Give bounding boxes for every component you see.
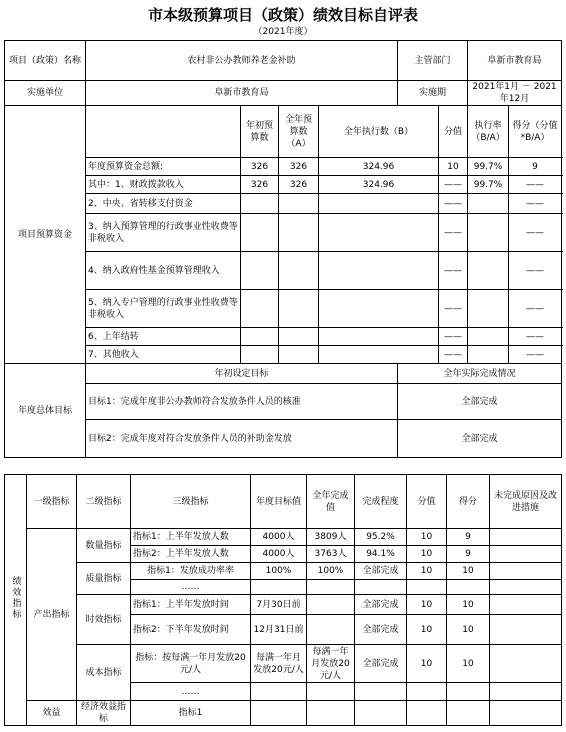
budget-header-blank: [86, 106, 241, 158]
budget-row-label: 其中：1、财政拨款收入: [86, 176, 241, 194]
level2-quality: 质量指标: [77, 563, 131, 595]
unit-label: 实施单位: [5, 81, 86, 106]
goals-set-header: 年初设定目标: [86, 364, 398, 384]
budget-row-label: 5、纳入专户管理的行政事业性收费等非税收入: [86, 290, 241, 328]
budget-cell: [241, 214, 279, 252]
indicator-ellipsis: ……: [131, 580, 251, 595]
perf-side-text: 绩效指标: [10, 576, 21, 620]
budget-cell: 326: [279, 158, 319, 176]
indicator-degree: [355, 683, 407, 701]
budget-cell: ——: [439, 328, 468, 346]
budget-cell: ——: [439, 290, 468, 328]
budget-cell: [279, 290, 319, 328]
indicator-got: 10: [447, 645, 490, 683]
indicator-degree: 全部完成: [355, 645, 407, 683]
table-row: [5, 645, 562, 683]
indicator-got: 10: [447, 563, 490, 580]
budget-cell: ——: [509, 290, 562, 328]
table-row: [5, 290, 562, 328]
budget-cell: ——: [439, 214, 468, 252]
table-row: [5, 252, 562, 290]
budget-cell: [468, 214, 509, 252]
page-title: 市本级预算项目（政策）绩效目标自评表: [147, 6, 418, 24]
indicator-target: [251, 683, 307, 701]
budget-cell: ——: [439, 176, 468, 194]
indicator-name: 指标1：发放成功率率: [131, 563, 251, 580]
indicator-reason: [490, 595, 562, 615]
budget-cell: [319, 290, 439, 328]
indicator-degree: 全部完成: [355, 563, 407, 580]
budget-section-label: 项目预算资金: [5, 106, 86, 364]
budget-cell: [468, 252, 509, 290]
budget-header-initial: 年初预算数: [241, 106, 279, 158]
table-row: [5, 420, 562, 458]
table-row: [5, 346, 562, 364]
indicator-target: 12月31日前: [251, 615, 307, 645]
table-row: [5, 595, 562, 615]
budget-cell: [319, 214, 439, 252]
table-row: [5, 194, 562, 214]
indicator-name: 指标2：下半年发放时间: [131, 615, 251, 645]
perf-header: 得分: [447, 475, 490, 529]
indicator-score: 10: [407, 615, 447, 645]
budget-row-label: 3、纳入预算管理的行政事业性收费等非税收入: [86, 214, 241, 252]
table-row: [5, 701, 562, 726]
budget-row-label: 4、纳入政府性基金预算管理收入: [86, 252, 241, 290]
budget-cell: [468, 346, 509, 364]
budget-cell: [241, 252, 279, 290]
indicator-target: 100%: [251, 563, 307, 580]
table-row: [5, 529, 562, 546]
indicator-actual: [307, 701, 355, 726]
budget-cell: [279, 194, 319, 214]
budget-cell: [241, 346, 279, 364]
indicator-got: [447, 580, 490, 595]
budget-row-label: 7、其他收入: [86, 346, 241, 364]
indicator-reason: [490, 580, 562, 595]
indicator-target: 7月30日前: [251, 595, 307, 615]
budget-cell: 326: [279, 176, 319, 194]
indicator-degree: 全部完成: [355, 615, 407, 645]
budget-row-label: 年度预算资金总额:: [86, 158, 241, 176]
perf-header: 二级指标: [77, 475, 131, 529]
indicator-actual: 3809人: [307, 529, 355, 546]
indicator-reason: [490, 615, 562, 645]
table-row: [5, 176, 562, 194]
indicator-got: 9: [447, 529, 490, 546]
indicator-reason: [490, 563, 562, 580]
budget-cell: [241, 328, 279, 346]
budget-cell: [279, 214, 319, 252]
level2-time: 时效指标: [77, 595, 131, 645]
perf-side-label: [5, 475, 27, 726]
indicator-target: [251, 580, 307, 595]
indicator-ellipsis: ……: [131, 683, 251, 701]
budget-cell: ——: [439, 346, 468, 364]
goal-actual: 全部完成: [398, 384, 562, 420]
budget-cell: 99.7%: [468, 158, 509, 176]
budget-header-annual: 全年预算数（A）: [279, 106, 319, 158]
table-row: [5, 563, 562, 580]
indicator-actual: 每满一年月发放20元/人: [307, 645, 355, 683]
indicator-degree: [355, 580, 407, 595]
indicator-got: [447, 701, 490, 726]
indicator-actual: [307, 683, 355, 701]
budget-cell: [319, 328, 439, 346]
period-label: 实施期: [398, 81, 468, 106]
dept-value: 阜新市教育局: [468, 41, 562, 81]
budget-header-executed: 全年执行数（B）: [319, 106, 439, 158]
indicator-actual: 3763人: [307, 546, 355, 563]
budget-cell: ——: [509, 328, 562, 346]
indicator-name: 指标：按每满一年月发放20元/人: [131, 645, 251, 683]
level2-cost: 成本指标: [77, 645, 131, 701]
budget-cell: 10: [439, 158, 468, 176]
goal-text: 目标2：完成年度对符合发放条件人员的补助金发放: [86, 420, 398, 458]
budget-cell: 326: [241, 176, 279, 194]
indicator-actual: [307, 595, 355, 615]
period-value: 2021年1月 － 2021年12月: [468, 81, 562, 106]
budget-cell: [319, 194, 439, 214]
table-row: [5, 214, 562, 252]
budget-cell: [279, 346, 319, 364]
indicator-score: 10: [407, 563, 447, 580]
perf-header: 全年完成值: [307, 475, 355, 529]
budget-header-weighted: 得分（分值*B/A）: [509, 106, 562, 158]
budget-cell: ——: [439, 252, 468, 290]
indicator-degree: 全部完成: [355, 595, 407, 615]
budget-cell: ——: [509, 214, 562, 252]
indicator-got: 10: [447, 595, 490, 615]
indicator-name: 指标2：上半年发放人数: [131, 546, 251, 563]
indicator-score: [407, 580, 447, 595]
budget-header-score: 分值: [439, 106, 468, 158]
budget-cell: [241, 194, 279, 214]
indicator-name: 指标1：上半年发放人数: [131, 529, 251, 546]
budget-cell: [468, 290, 509, 328]
goal-actual: 全部完成: [398, 420, 562, 458]
indicator-target: 4000人: [251, 546, 307, 563]
level1-benefit: 效益: [27, 701, 77, 726]
goals-section-label: 年度总体目标: [5, 364, 86, 458]
indicator-score: [407, 683, 447, 701]
dept-label: 主管部门: [398, 41, 468, 81]
budget-goal-table: [4, 40, 562, 458]
level2-qty: 数量指标: [77, 529, 131, 563]
perf-header: 一级指标: [27, 475, 77, 529]
indicator-target: 每满一年月发放20元/人: [251, 645, 307, 683]
indicator-reason: [490, 546, 562, 563]
perf-header: 未完成原因及改进措施: [490, 475, 562, 529]
table-row: [5, 328, 562, 346]
budget-cell: 99.7%: [468, 176, 509, 194]
budget-cell: [319, 346, 439, 364]
indicator-actual: [307, 580, 355, 595]
table-row: [5, 158, 562, 176]
budget-cell: 324.96: [319, 158, 439, 176]
indicator-reason: [490, 529, 562, 546]
budget-cell: 326: [241, 158, 279, 176]
budget-cell: [468, 194, 509, 214]
indicator-score: 10: [407, 529, 447, 546]
page-subtitle: （2021年度）: [253, 27, 313, 37]
indicator-name: 指标1：上半年发放时间: [131, 595, 251, 615]
name-value: 农村非公办教师养老金补助: [86, 41, 398, 81]
indicator-score: 10: [407, 645, 447, 683]
budget-cell: 9: [509, 158, 562, 176]
name-label: 项目（政策）名称: [5, 41, 86, 81]
indicator-reason: [490, 683, 562, 701]
indicator-name: 指标1: [131, 701, 251, 726]
perf-header: 年度目标值: [251, 475, 307, 529]
indicator-reason: [490, 701, 562, 726]
goal-text: 目标1：完成年度非公办教师符合发放条件人员的核准: [86, 384, 398, 420]
budget-cell: [468, 328, 509, 346]
budget-cell: [319, 252, 439, 290]
perf-header: 三级指标: [131, 475, 251, 529]
budget-cell: [279, 328, 319, 346]
budget-cell: ——: [509, 176, 562, 194]
indicator-score: 10: [407, 595, 447, 615]
indicator-degree: [355, 701, 407, 726]
indicator-reason: [490, 645, 562, 683]
indicator-score: 10: [407, 546, 447, 563]
budget-cell: [279, 252, 319, 290]
indicator-target: 4000人: [251, 529, 307, 546]
indicator-target: [251, 701, 307, 726]
budget-cell: [241, 290, 279, 328]
indicator-degree: 94.1%: [355, 546, 407, 563]
indicator-score: [407, 701, 447, 726]
perf-header: 分值: [407, 475, 447, 529]
indicator-degree: 95.2%: [355, 529, 407, 546]
level1-output: 产出指标: [27, 529, 77, 701]
budget-row-label: 6、上年结转: [86, 328, 241, 346]
budget-cell: ——: [509, 252, 562, 290]
indicator-got: 10: [447, 615, 490, 645]
goals-actual-header: 全年实际完成情况: [398, 364, 562, 384]
budget-cell: 324.96: [319, 176, 439, 194]
budget-row-label: 2、中央、省转移支付资金: [86, 194, 241, 214]
table-row: [5, 384, 562, 420]
indicator-actual: [307, 615, 355, 645]
budget-cell: ——: [509, 194, 562, 214]
indicator-got: [447, 683, 490, 701]
indicator-actual: 100%: [307, 563, 355, 580]
level2-econ: 经济效益指标: [77, 701, 131, 726]
perf-header: 完成程度: [355, 475, 407, 529]
unit-value: 阜新市教育局: [86, 81, 398, 106]
budget-header-rate: 执行率（B/A）: [468, 106, 509, 158]
performance-table: [4, 474, 562, 726]
indicator-got: 9: [447, 546, 490, 563]
budget-cell: ——: [509, 346, 562, 364]
budget-cell: ——: [439, 194, 468, 214]
